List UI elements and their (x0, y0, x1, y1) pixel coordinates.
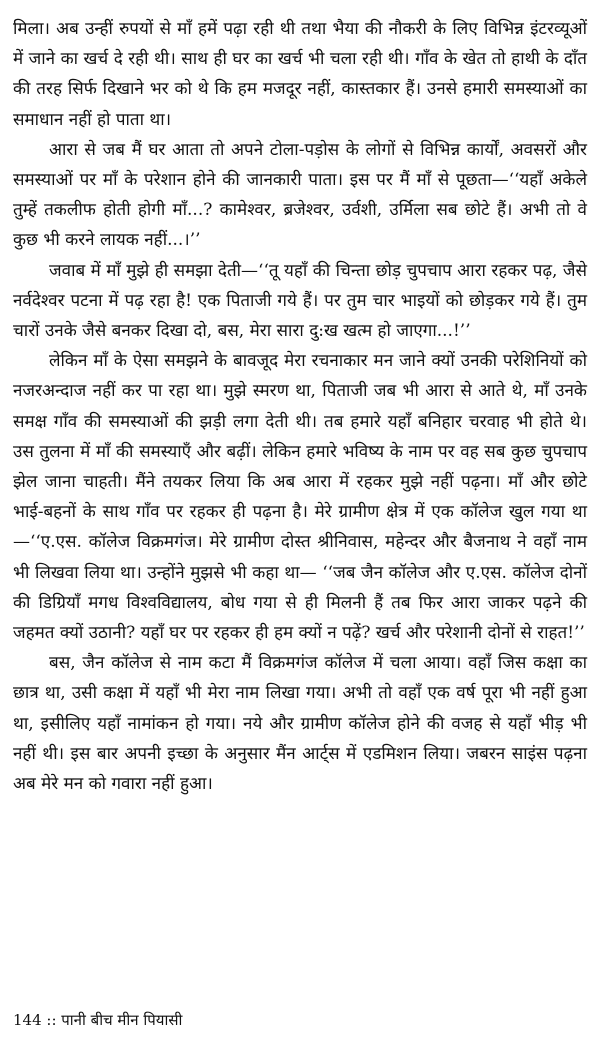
page-body (13, 14, 587, 799)
paragraph-4: लेकिन माँ के ऐसा समझने के बावजूद मेरा रचनाकार मन जाने क्यों उनकी परेशिनियों को नजरअन्दाज नहीं कर पा रहा था। मुझे स्मरण था, पिताजी जब भी आरा से आते थे, माँ उनके समक्ष गाँव की समस्याओं की झड़ी लगा देती थी। तब हमारे यहाँ बनिहार चरवाह भी होते थे। उस तुलना में माँ की समस्याएँ और बढ़ीं। लेकिन हमारे भविष्य के नाम पर वह सब कुछ चुपचाप झेल जाना चाहती। मैंने तयकर लिया कि अब आरा में रहकर मुझे नहीं पढ़ना। माँ और छोटे भाई-बहनों के साथ गाँव पर रहकर ही पढ़ना है। मेरे ग्रामीण क्षेत्र में एक कॉलेज खुल गया था—‘‘ए.एस. कॉलेज विक्रमगंज। मेरे ग्रामीण दोस्त श्रीनिवास, महेन्दर और बैजनाथ ने वहाँ नाम भी लिखवा लिया था। उन्होंने मुझसे भी कहा था— ‘‘जब जैन कॉलेज और ए.एस. कॉलेज दोनों की डिग्रियाँ मगध विश्वविद्यालय, बोध गया से ही मिलनी हैं तब फिर आरा जाकर पढ़ने की जहमत क्यों उठानी? यहाँ घर पर रहकर ही हम क्यों न पढ़ें? खर्च और परेशानी दोनों से राहत!’’ (13, 351, 587, 644)
paragraph-2: आरा से जब मैं घर आता तो अपने टोला-पड़ोस के लोगों से विभिन्न कार्यों, अवसरों और समस्याओं पर माँ के परेशान होने की जानकारी पाता। इस पर मैं माँ से पूछता—‘‘यहाँ अकेले तुम्हें तकलीफ होती होगी माँ...? कामेश्वर, ब्रजेश्वर, उर्वशी, उर्मिला सब छोटे हैं। अभी तो वे कुछ भी करने लायक नहीं...।’’ (13, 139, 587, 251)
paragraph-1: मिला। अब उन्हीं रुपयों से माँ हमें पढ़ा रही थी तथा भैया की नौकरी के लिए विभिन्न इंटरव्यूओं में जाने का खर्च दे रही थी। साथ ही घर का खर्च भी चला रही थी। गाँव के खेत तो हाथी के दाँत की तरह सिर्फ दिखाने भर को थे कि हम मजदूर नहीं, कास्तकार हैं। उनसे हमारी समस्याओं का समाधान नहीं हो पाता था। (13, 19, 587, 130)
page-footer: 144 :: पानी बीच मीन पियासी (13, 1011, 183, 1029)
paragraph-5: बस, जैन कॉलेज से नाम कटा मैं विक्रमगंज कॉलेज में चला आया। वहाँ जिस कक्षा का छात्र था, उसी कक्षा में यहाँ भी मेरा नाम लिखा गया। अभी तो वहाँ एक वर्ष पूरा भी नहीं हुआ था, इसीलिए यहाँ नामांकन हो गया। नये और ग्रामीण कॉलेज होने की वजह से यहाँ भीड़ भी नहीं थी। इस बार अपनी इच्छा के अनुसार मैंन आर्ट्स में एडमिशन लिया। जबरन साइंस पढ़ना अब मेरे मन को गवारा नहीं हुआ। (13, 653, 587, 795)
paragraph-3: जवाब में माँ मुझे ही समझा देती—‘‘तू यहाँ की चिन्ता छोड़ चुपचाप आरा रहकर पढ़, जैसे नर्वदेश्वर पटना में पढ़ रहा है! एक पिताजी गये हैं। पर तुम चार भाइयों को छोड़कर गये हैं। तुम चारों उनके जैसे बनकर दिखा दो, बस, मेरा सारा दु:ख खत्म हो जाएगा...!’’ (13, 260, 587, 342)
